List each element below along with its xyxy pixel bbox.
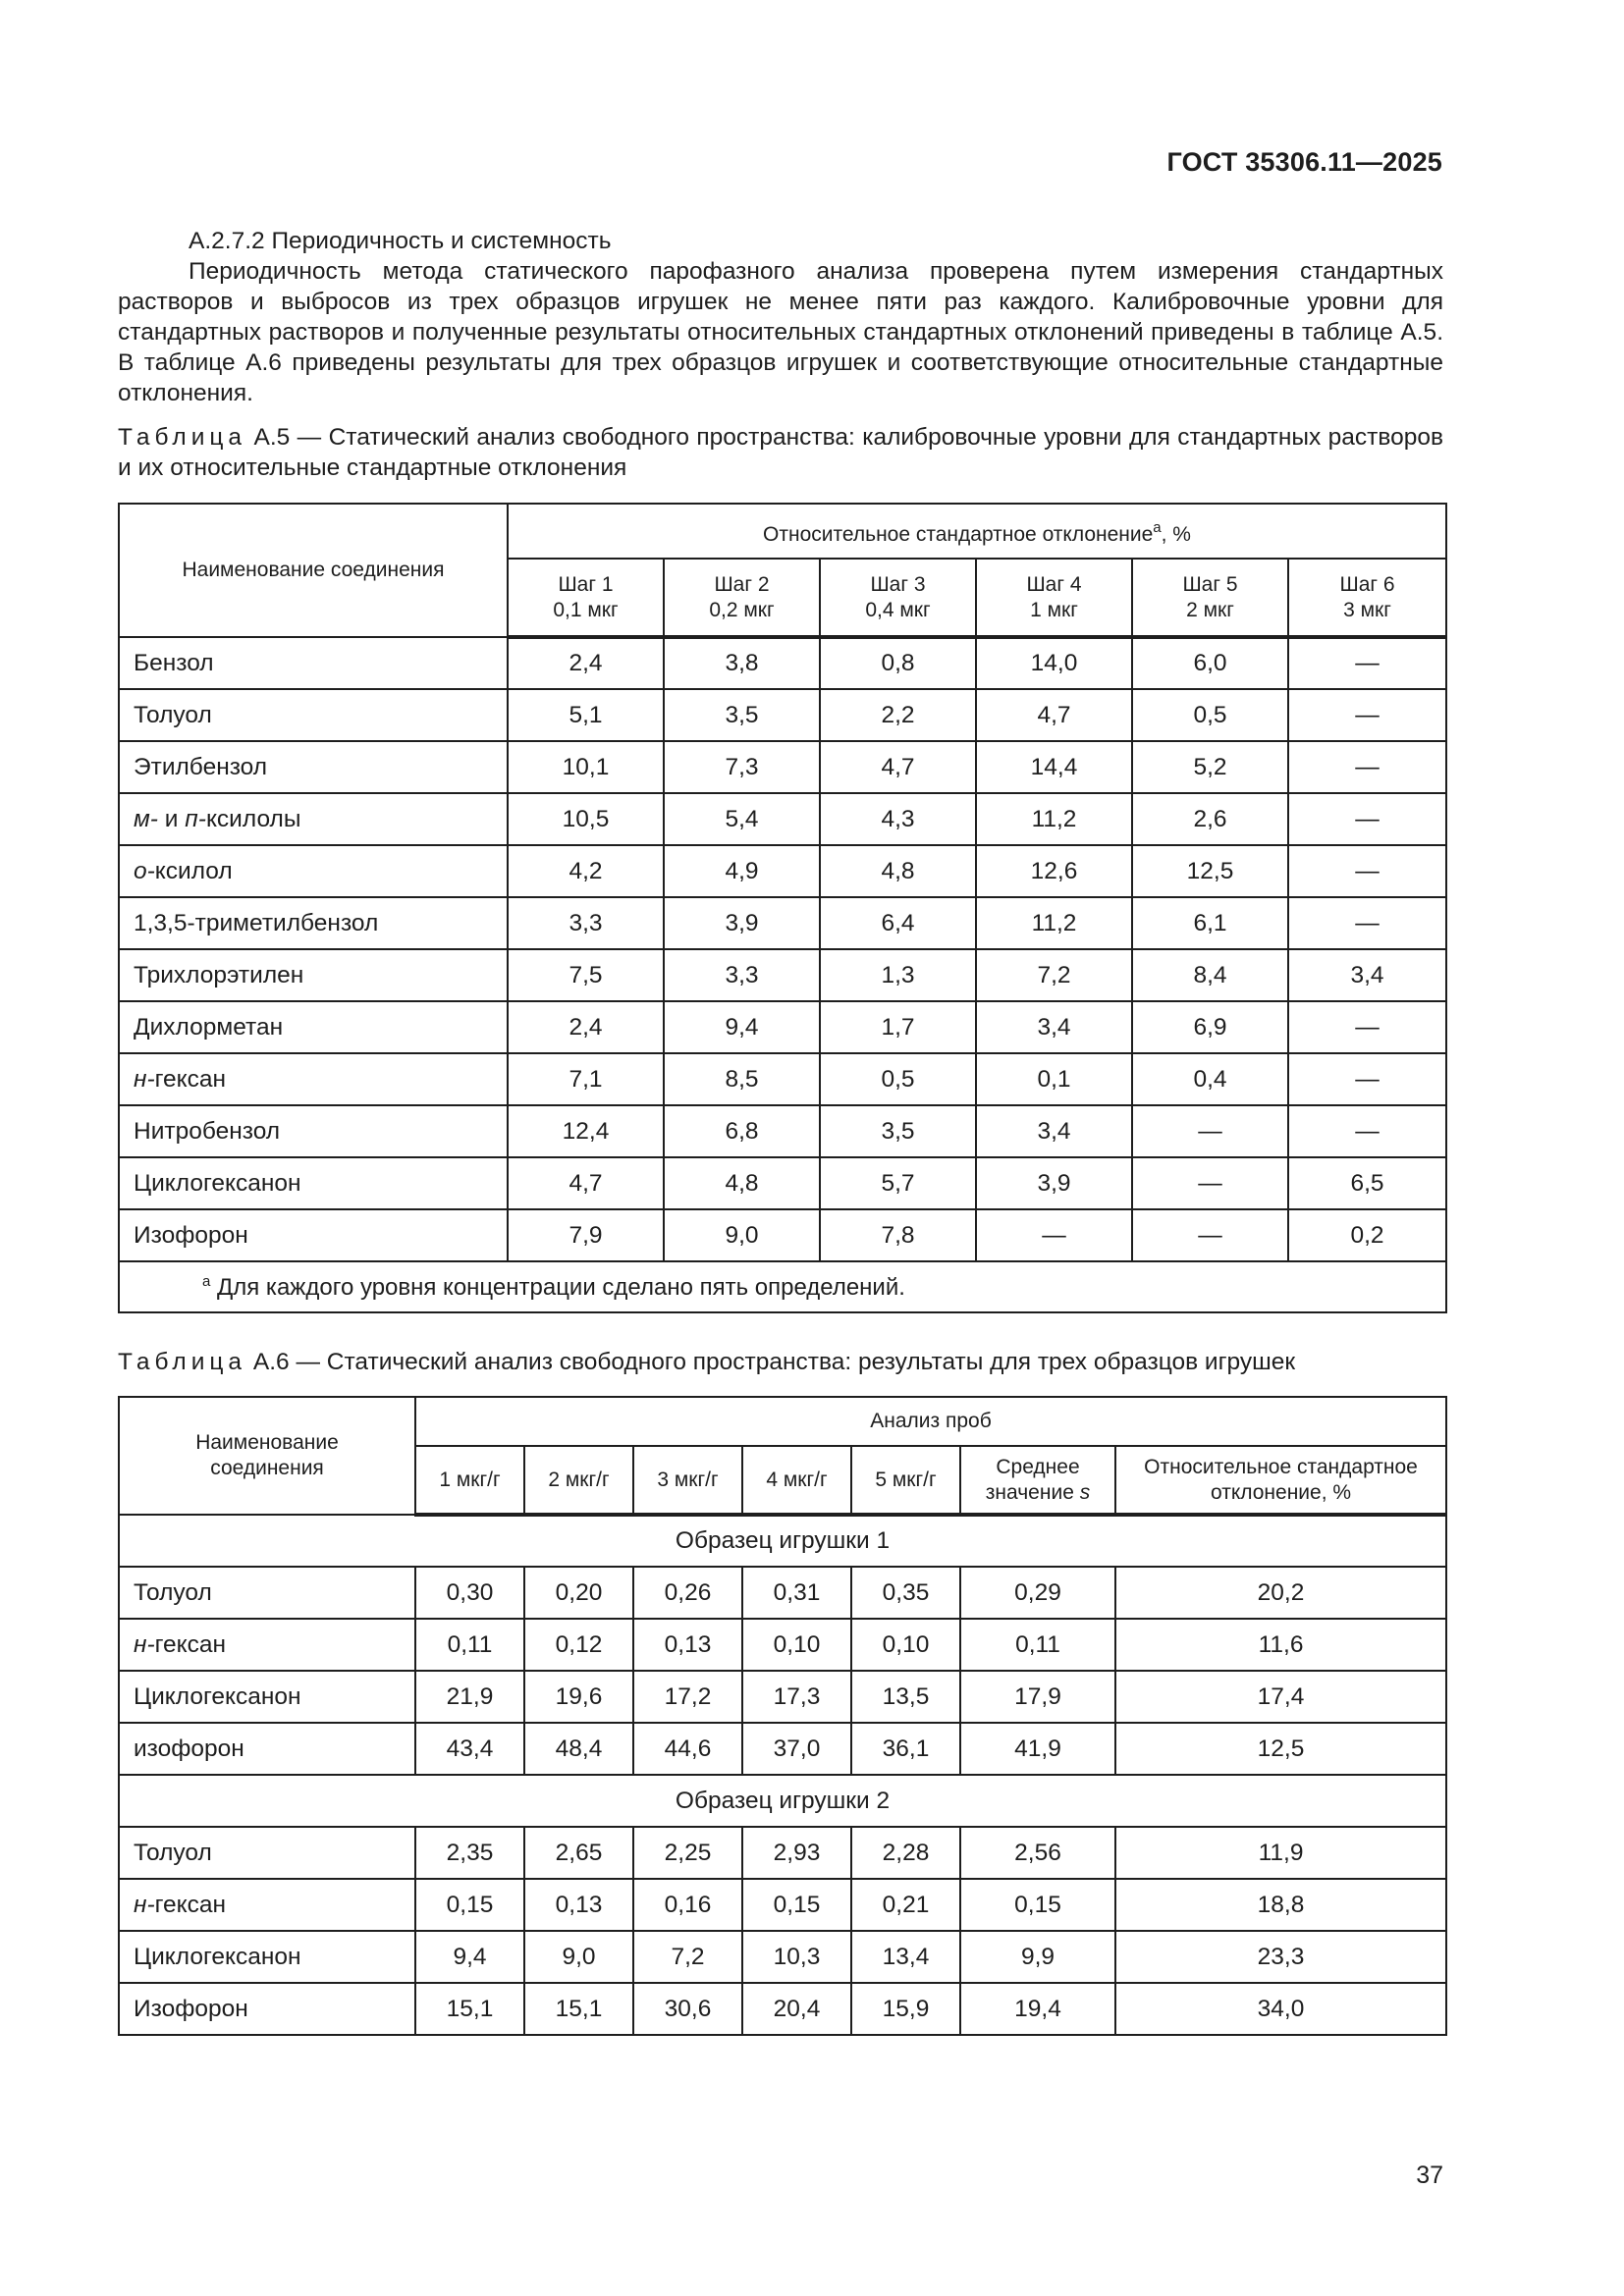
table-row	[119, 1105, 1446, 1157]
table-a5-step-header	[820, 559, 976, 637]
table-a5-step-header	[664, 559, 820, 637]
table-row	[119, 897, 1446, 949]
table-row	[119, 1619, 1446, 1671]
table-row	[119, 949, 1446, 1001]
table-cell: 3,8	[664, 637, 820, 689]
name-tail: гексан	[154, 1891, 227, 1918]
table-cell: 4,7	[820, 741, 976, 793]
table-cell: 4,7	[508, 1157, 664, 1209]
table-cell: 9,0	[524, 1931, 633, 1983]
name-prefix: н-	[134, 1065, 155, 1093]
table-a6-name-header	[119, 1397, 415, 1515]
table-cell: 3,3	[508, 897, 664, 949]
table-cell: 13,4	[851, 1931, 960, 1983]
table-cell: 5,2	[1132, 741, 1288, 793]
compound-name: Этилбензол	[119, 741, 508, 793]
table-cell: 9,4	[664, 1001, 820, 1053]
group-header-text: Относительное стандартное отклонение	[763, 522, 1154, 546]
table-cell: 19,6	[524, 1671, 633, 1723]
table-cell: 0,5	[1132, 689, 1288, 741]
table-cell: —	[1288, 1001, 1446, 1053]
step-label: Шаг 5	[1182, 572, 1238, 596]
compound-name	[119, 793, 508, 845]
name-prefix: м-	[134, 805, 158, 832]
table-cell: 3,4	[976, 1105, 1132, 1157]
table-cell: 0,30	[415, 1567, 524, 1619]
table-cell: 0,13	[633, 1619, 742, 1671]
table-row	[119, 1053, 1446, 1105]
table-cell: 17,9	[960, 1671, 1115, 1723]
table-cell: 0,31	[742, 1567, 851, 1619]
page-number: 37	[1416, 2162, 1443, 2189]
step-amount: 0,1 мкг	[553, 598, 619, 621]
table-cell: —	[976, 1209, 1132, 1261]
table-cell: 4,8	[820, 845, 976, 897]
table-cell: 12,5	[1115, 1723, 1446, 1775]
table-cell: 2,4	[508, 1001, 664, 1053]
table-cell: 21,9	[415, 1671, 524, 1723]
table-row	[119, 1157, 1446, 1209]
table-a6-rsd-header: Относительное стандартное отклонение, %	[1115, 1446, 1446, 1515]
table-a6-col-header: 3 мкг/г	[633, 1446, 742, 1515]
step-label: Шаг 2	[714, 572, 770, 596]
table-a6	[118, 1396, 1447, 2036]
compound-name: Циклогексанон	[119, 1671, 415, 1723]
table-cell: —	[1288, 1053, 1446, 1105]
compound-name	[119, 1053, 508, 1105]
compound-name	[119, 845, 508, 897]
table-cell: 2,56	[960, 1827, 1115, 1879]
table-cell: 6,5	[1288, 1157, 1446, 1209]
table-row	[119, 1983, 1446, 2035]
table-cell: 0,35	[851, 1567, 960, 1619]
sample-group-title: Образец игрушки 2	[119, 1775, 1446, 1827]
table-cell: 7,8	[820, 1209, 976, 1261]
table-row	[119, 793, 1446, 845]
table-cell: 48,4	[524, 1723, 633, 1775]
table-cell: 17,3	[742, 1671, 851, 1723]
table-cell: 20,4	[742, 1983, 851, 2035]
table-row	[119, 1671, 1446, 1723]
table-cell: 2,25	[633, 1827, 742, 1879]
section-heading: А.2.7.2 Периодичность и системность	[189, 228, 612, 254]
compound-name: Циклогексанон	[119, 1157, 508, 1209]
table-a6-col-header: 4 мкг/г	[742, 1446, 851, 1515]
sample-group-title: Образец игрушки 1	[119, 1515, 1446, 1567]
table-a5-name-header: Наименование соединения	[119, 504, 508, 637]
table-a5-step-header	[1288, 559, 1446, 637]
table-row	[119, 689, 1446, 741]
table-cell: 6,8	[664, 1105, 820, 1157]
table-cell: 4,7	[976, 689, 1132, 741]
table-a6-group-header: Анализ проб	[415, 1397, 1446, 1446]
table-a6-col-header: 2 мкг/г	[524, 1446, 633, 1515]
step-label: Шаг 3	[870, 572, 926, 596]
table-cell: 1,3	[820, 949, 976, 1001]
compound-name: Циклогексанон	[119, 1931, 415, 1983]
mean-header-text: Среднее значение	[985, 1455, 1080, 1504]
footnote-sup: a	[202, 1272, 211, 1290]
table-cell: 37,0	[742, 1723, 851, 1775]
table-cell: 3,5	[664, 689, 820, 741]
step-label: Шаг 1	[558, 572, 614, 596]
step-label: Шаг 6	[1339, 572, 1395, 596]
step-amount: 0,4 мкг	[865, 598, 931, 621]
compound-name: Толуол	[119, 689, 508, 741]
compound-name: Изофорон	[119, 1209, 508, 1261]
table-cell: 36,1	[851, 1723, 960, 1775]
table-cell: 10,5	[508, 793, 664, 845]
table-cell: 9,0	[664, 1209, 820, 1261]
table-cell: —	[1288, 741, 1446, 793]
step-amount: 1 мкг	[1030, 598, 1078, 621]
table-row	[119, 1723, 1446, 1775]
name-tail: гексан	[154, 1065, 227, 1093]
table-cell: 44,6	[633, 1723, 742, 1775]
table-cell: 1,7	[820, 1001, 976, 1053]
table-cell: 15,1	[524, 1983, 633, 2035]
compound-name	[119, 1619, 415, 1671]
table-cell: 4,8	[664, 1157, 820, 1209]
compound-name: 1,3,5-триметилбензол	[119, 897, 508, 949]
table-row	[119, 637, 1446, 689]
table-cell: 0,29	[960, 1567, 1115, 1619]
table-cell: 7,2	[976, 949, 1132, 1001]
table-cell: 17,2	[633, 1671, 742, 1723]
table-cell: 0,1	[976, 1053, 1132, 1105]
table-cell: —	[1288, 793, 1446, 845]
table-cell: 3,5	[820, 1105, 976, 1157]
table-a6-caption	[118, 1347, 1443, 1377]
name-tail: гексан	[154, 1630, 227, 1658]
compound-name: Нитробензол	[119, 1105, 508, 1157]
name-prefix-2: п-	[185, 805, 206, 832]
compound-name: Толуол	[119, 1827, 415, 1879]
table-cell: 15,9	[851, 1983, 960, 2035]
table-cell: 10,3	[742, 1931, 851, 1983]
table-a6-mean-header	[960, 1446, 1115, 1515]
step-amount: 0,2 мкг	[709, 598, 775, 621]
table-cell: 7,5	[508, 949, 664, 1001]
table-cell: 7,1	[508, 1053, 664, 1105]
table-cell: 0,21	[851, 1879, 960, 1931]
table-cell: 2,28	[851, 1827, 960, 1879]
table-cell: 11,2	[976, 793, 1132, 845]
table-cell: 11,6	[1115, 1619, 1446, 1671]
table-a5-caption-word: Таблица	[118, 424, 247, 451]
table-cell: 43,4	[415, 1723, 524, 1775]
table-a5	[118, 503, 1447, 1313]
table-cell: 0,16	[633, 1879, 742, 1931]
table-cell: 0,15	[742, 1879, 851, 1931]
table-cell: 14,0	[976, 637, 1132, 689]
table-cell: 3,9	[664, 897, 820, 949]
table-cell: 34,0	[1115, 1983, 1446, 2035]
table-cell: 3,3	[664, 949, 820, 1001]
table-cell: 4,9	[664, 845, 820, 897]
table-cell: 41,9	[960, 1723, 1115, 1775]
table-row	[119, 1879, 1446, 1931]
name-tail: ксилолы	[205, 805, 301, 832]
table-cell: 9,4	[415, 1931, 524, 1983]
step-label: Шаг 4	[1026, 572, 1082, 596]
table-cell: 0,26	[633, 1567, 742, 1619]
table-a5-step-header	[976, 559, 1132, 637]
table-cell: —	[1288, 1105, 1446, 1157]
table-cell: 7,2	[633, 1931, 742, 1983]
table-row	[119, 1931, 1446, 1983]
compound-name: Изофорон	[119, 1983, 415, 2035]
table-cell: 2,4	[508, 637, 664, 689]
table-cell: 2,93	[742, 1827, 851, 1879]
table-cell: 5,4	[664, 793, 820, 845]
table-cell: 18,8	[1115, 1879, 1446, 1931]
name-prefix: о-	[134, 857, 155, 884]
table-cell: 0,15	[960, 1879, 1115, 1931]
table-cell: 14,4	[976, 741, 1132, 793]
table-cell: 0,12	[524, 1619, 633, 1671]
table-cell: 4,3	[820, 793, 976, 845]
table-cell: 7,3	[664, 741, 820, 793]
table-cell: 9,9	[960, 1931, 1115, 1983]
group-row	[119, 1775, 1446, 1827]
table-a5-step-header	[1132, 559, 1288, 637]
table-cell: 12,5	[1132, 845, 1288, 897]
name-header-text: Наименование соединения	[195, 1431, 339, 1479]
group-header-sup: a	[1153, 518, 1162, 536]
table-cell: 12,4	[508, 1105, 664, 1157]
table-cell: 12,6	[976, 845, 1132, 897]
compound-name	[119, 1879, 415, 1931]
name-prefix: н-	[134, 1891, 155, 1918]
section-text	[118, 226, 1443, 408]
table-cell: 7,9	[508, 1209, 664, 1261]
table-cell: 2,35	[415, 1827, 524, 1879]
table-cell: 0,10	[851, 1619, 960, 1671]
table-cell: 0,4	[1132, 1053, 1288, 1105]
name-prefix: н-	[134, 1630, 155, 1658]
table-cell: 0,10	[742, 1619, 851, 1671]
table-cell: 30,6	[633, 1983, 742, 2035]
group-header-suffix: , %	[1161, 522, 1191, 546]
table-row	[119, 741, 1446, 793]
table-cell: 2,2	[820, 689, 976, 741]
compound-name: изофорон	[119, 1723, 415, 1775]
step-amount: 2 мкг	[1186, 598, 1234, 621]
table-cell: 6,4	[820, 897, 976, 949]
table-cell: 5,7	[820, 1157, 976, 1209]
table-cell: 13,5	[851, 1671, 960, 1723]
compound-name: Толуол	[119, 1567, 415, 1619]
table-a5-caption	[118, 422, 1443, 483]
table-row	[119, 1209, 1446, 1261]
table-cell: —	[1288, 845, 1446, 897]
table-a6-caption-text: А.6 — Статический анализ свободного пространства: результаты для трех образцов игрушек	[246, 1349, 1296, 1375]
mean-header-symbol: s	[1079, 1480, 1091, 1504]
document-id-header: ГОСТ 35306.11—2025	[1166, 147, 1442, 177]
name-mid: и	[157, 805, 186, 832]
table-row	[119, 1567, 1446, 1619]
table-cell: 0,15	[415, 1879, 524, 1931]
table-cell: —	[1132, 1157, 1288, 1209]
table-cell: —	[1288, 897, 1446, 949]
compound-name: Трихлорэтилен	[119, 949, 508, 1001]
table-row	[119, 845, 1446, 897]
table-cell: 6,0	[1132, 637, 1288, 689]
table-cell: 10,1	[508, 741, 664, 793]
table-a5-caption-text: А.5 — Статический анализ свободного пространства: калибровочные уровни для стандартных растворов и их относительные стандартные отклонения	[118, 424, 1443, 481]
table-cell: 4,2	[508, 845, 664, 897]
table-cell: 0,11	[960, 1619, 1115, 1671]
step-amount: 3 мкг	[1343, 598, 1391, 621]
table-cell: 0,5	[820, 1053, 976, 1105]
table-cell: 3,4	[976, 1001, 1132, 1053]
table-cell: 20,2	[1115, 1567, 1446, 1619]
table-cell: 6,1	[1132, 897, 1288, 949]
table-cell: 11,2	[976, 897, 1132, 949]
table-row	[119, 1001, 1446, 1053]
table-cell: 6,9	[1132, 1001, 1288, 1053]
table-a5-step-header	[508, 559, 664, 637]
group-row	[119, 1515, 1446, 1567]
table-cell: 5,1	[508, 689, 664, 741]
name-tail: ксилол	[154, 857, 233, 884]
table-cell: —	[1132, 1209, 1288, 1261]
compound-name: Бензол	[119, 637, 508, 689]
table-a5-footnote	[119, 1261, 1446, 1312]
table-cell: 8,4	[1132, 949, 1288, 1001]
table-cell: —	[1288, 689, 1446, 741]
table-cell: 11,9	[1115, 1827, 1446, 1879]
table-cell: 0,13	[524, 1879, 633, 1931]
table-a5-group-header	[508, 504, 1446, 559]
footnote-text: Для каждого уровня концентрации сделано пять определений.	[210, 1273, 905, 1301]
table-cell: 15,1	[415, 1983, 524, 2035]
table-cell: —	[1132, 1105, 1288, 1157]
table-row	[119, 1827, 1446, 1879]
table-a6-col-header: 1 мкг/г	[415, 1446, 524, 1515]
table-cell: 3,9	[976, 1157, 1132, 1209]
compound-name: Дихлорметан	[119, 1001, 508, 1053]
table-a6-col-header: 5 мкг/г	[851, 1446, 960, 1515]
table-cell: —	[1288, 637, 1446, 689]
section-body: Периодичность метода статического парофазного анализа проверена путем измерения стандартных растворов и выбросов из трех образцов игрушек не менее пяти раз каждого. Калибровочные уровни для стандартных растворов и полученные результаты относительных стандартных отклонений приведены в таблице А.5. В таблице А.6 приведены результаты для трех образцов игрушек и соответствующие относительные стандартные отклонения.	[118, 258, 1443, 406]
table-cell: 0,20	[524, 1567, 633, 1619]
table-cell: 0,2	[1288, 1209, 1446, 1261]
table-a6-caption-word: Таблица	[118, 1349, 247, 1375]
table-cell: 0,8	[820, 637, 976, 689]
table-cell: 19,4	[960, 1983, 1115, 2035]
table-cell: 23,3	[1115, 1931, 1446, 1983]
table-cell: 2,65	[524, 1827, 633, 1879]
table-cell: 3,4	[1288, 949, 1446, 1001]
table-cell: 17,4	[1115, 1671, 1446, 1723]
table-cell: 0,11	[415, 1619, 524, 1671]
table-cell: 2,6	[1132, 793, 1288, 845]
table-cell: 8,5	[664, 1053, 820, 1105]
